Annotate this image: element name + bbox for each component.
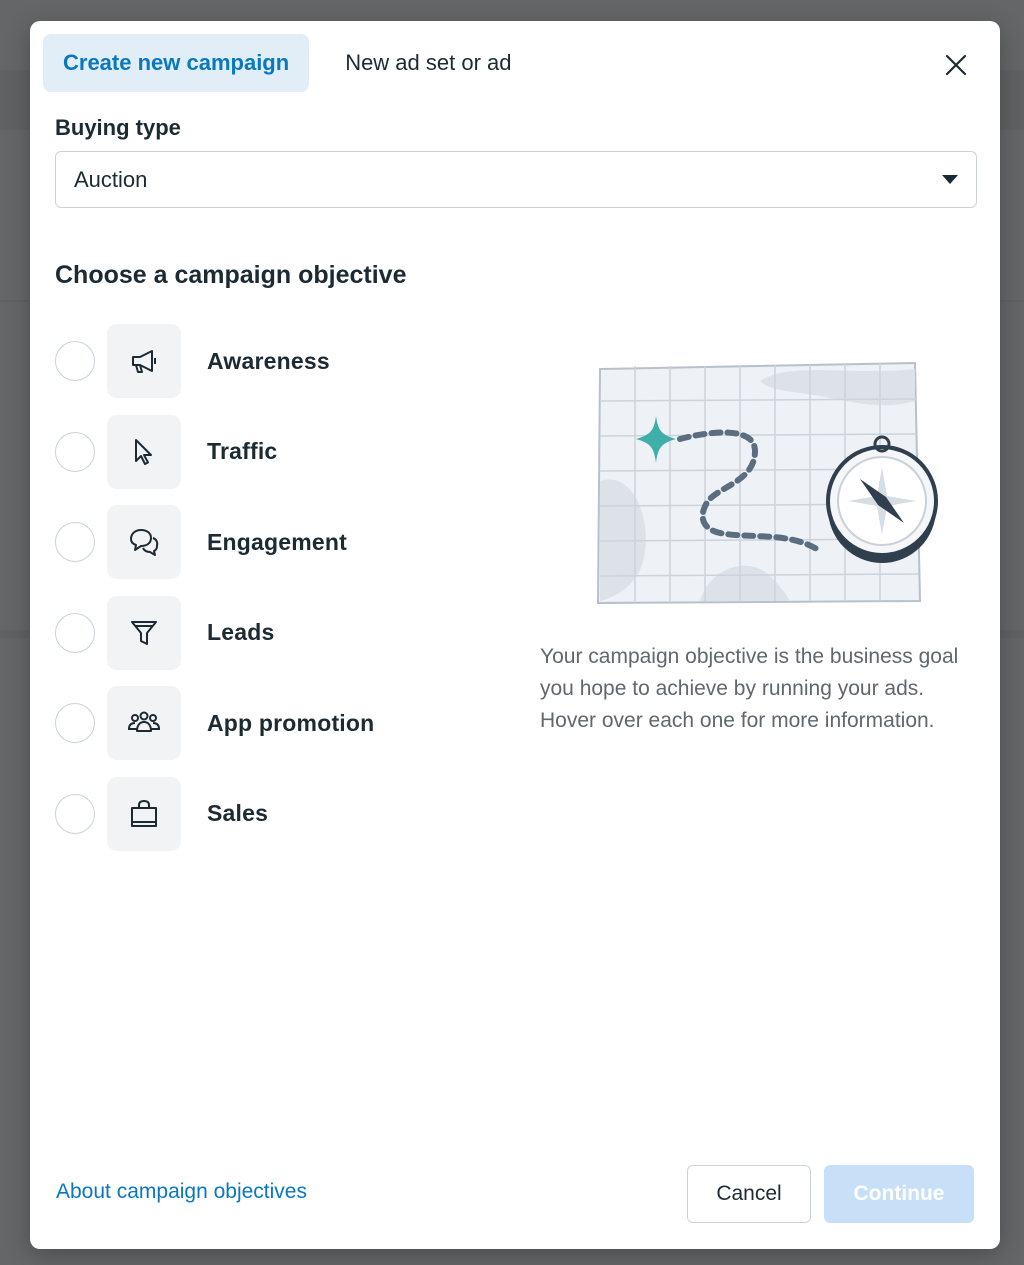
buying-type-label: Buying type <box>55 115 181 140</box>
close-icon <box>945 54 967 76</box>
radio-button[interactable] <box>55 522 95 562</box>
people-group-icon <box>107 686 181 760</box>
buying-type-value: Auction <box>74 166 148 192</box>
buying-type-select[interactable] <box>55 151 977 208</box>
tab-new-ad-set-or-ad[interactable]: New ad set or ad <box>345 50 512 75</box>
objective-list <box>55 324 495 867</box>
objective-label: Awareness <box>207 347 330 374</box>
close-button[interactable] <box>940 49 972 81</box>
radio-button[interactable] <box>55 341 95 381</box>
about-campaign-objectives-link[interactable]: About campaign objectives <box>56 1180 307 1203</box>
dialog-tabs <box>43 34 532 92</box>
tab-create-new-campaign[interactable]: Create new campaign <box>43 34 309 92</box>
shopping-bag-icon <box>107 777 181 851</box>
objective-leads[interactable] <box>55 596 495 670</box>
caret-down-icon <box>942 175 958 184</box>
radio-button[interactable] <box>55 613 95 653</box>
objective-label: Leads <box>207 619 275 645</box>
megaphone-icon <box>107 324 181 398</box>
objective-label: Engagement <box>207 528 348 555</box>
objective-sales[interactable] <box>55 777 495 851</box>
funnel-icon <box>107 596 181 670</box>
objective-traffic[interactable] <box>55 415 495 489</box>
objective-label: App promotion <box>207 709 375 736</box>
radio-button[interactable] <box>55 703 95 743</box>
objective-app-promotion[interactable] <box>55 686 495 760</box>
chat-bubbles-icon <box>107 505 181 579</box>
objective-engagement[interactable] <box>55 505 495 579</box>
radio-button[interactable] <box>55 432 95 472</box>
map-compass-illustration <box>590 351 950 621</box>
continue-button[interactable]: Continue <box>824 1165 974 1223</box>
cancel-button[interactable]: Cancel <box>687 1165 811 1223</box>
objective-section-title: Choose a campaign objective <box>55 261 407 289</box>
cursor-icon <box>107 415 181 489</box>
objective-label: Traffic <box>207 438 278 464</box>
objective-awareness[interactable] <box>55 324 495 398</box>
create-campaign-dialog <box>30 21 1000 1249</box>
objective-label: Sales <box>207 800 269 826</box>
radio-button[interactable] <box>55 794 95 834</box>
objective-description: Your campaign objective is the business goal you hope to achieve by running your ads. Hover over each one for more information. <box>540 645 959 732</box>
